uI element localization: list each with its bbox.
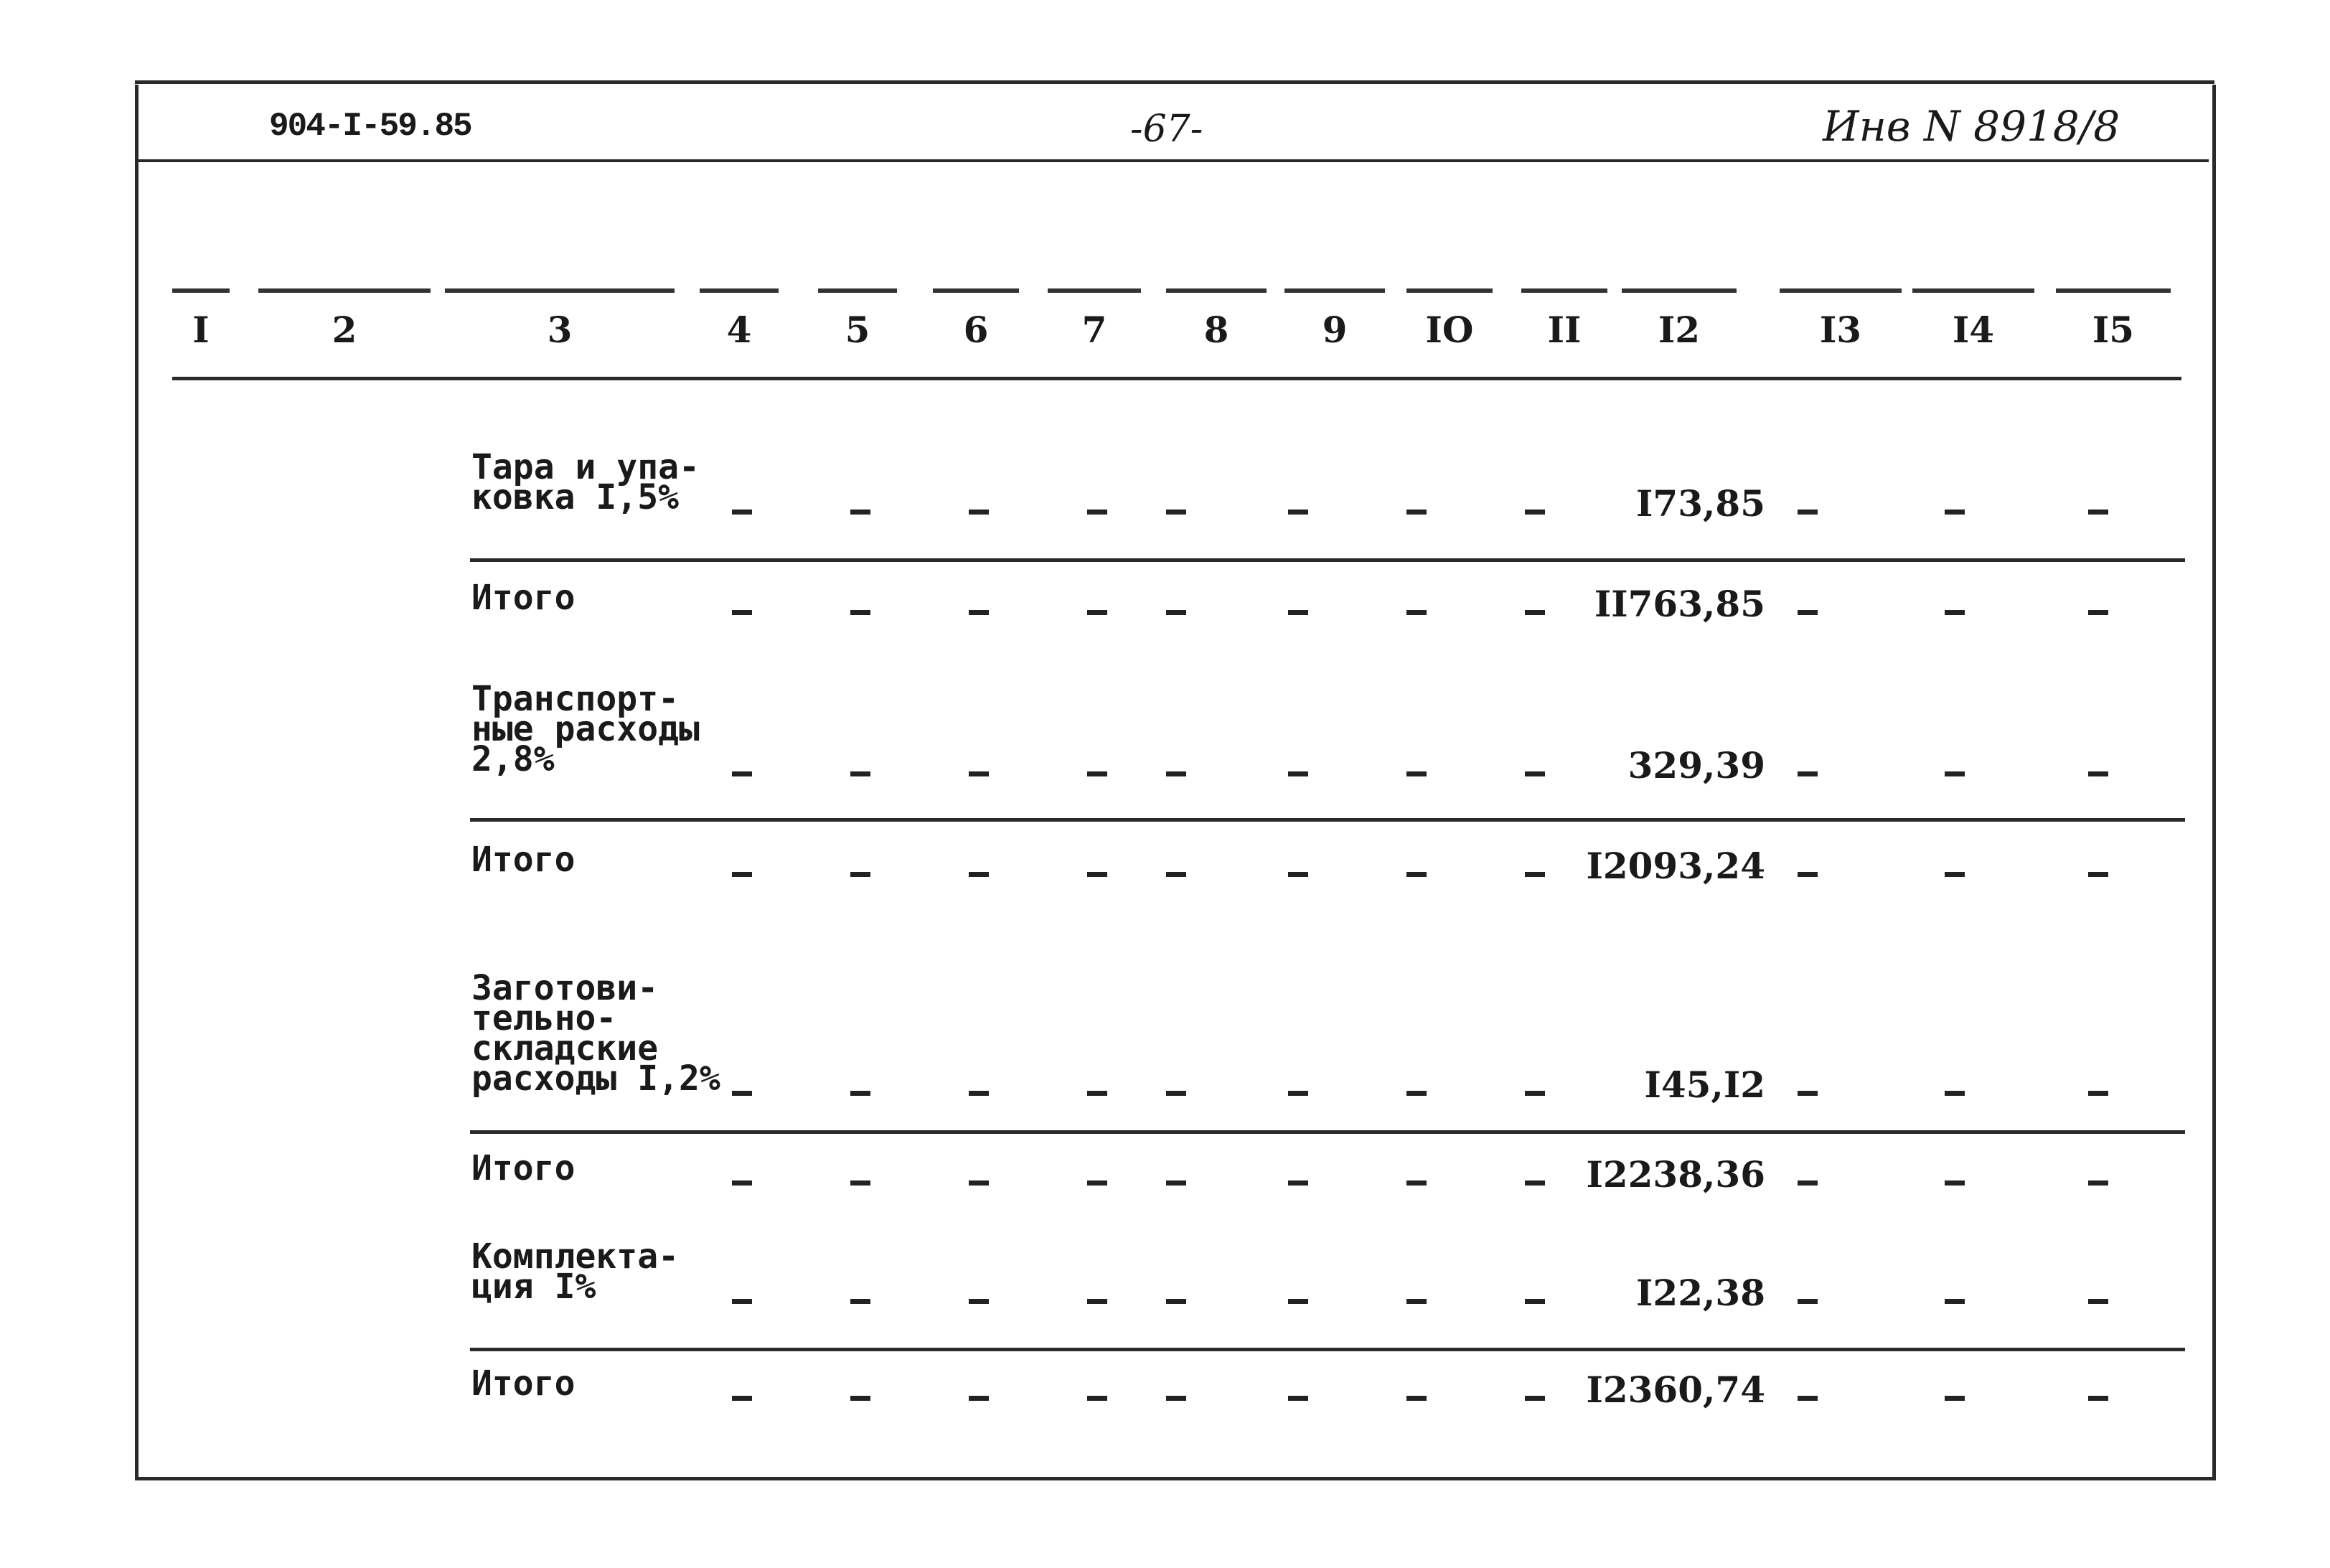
empty-cell-dash [2088,1299,2108,1304]
column-number: IO [1425,309,1474,351]
empty-cell-dash [1406,1091,1427,1096]
empty-cell-dash [732,1299,752,1304]
empty-cell-dash [1288,872,1308,877]
row-value: I45,I2 [1644,1064,1765,1106]
empty-cell-dash [1945,872,1965,877]
empty-cell-dash [1288,1299,1308,1304]
empty-cell-dash [1798,510,1818,515]
empty-cell-dash [1945,1299,1965,1304]
empty-cell-dash [1798,1091,1818,1096]
row-label: Заготови- тельно- складские расходы I,2% [471,968,720,1099]
empty-cell-dash [969,610,989,615]
column-number: 4 [726,309,752,351]
empty-cell-dash [1087,1396,1107,1401]
empty-cell-dash [1288,1180,1308,1186]
empty-cell-dash [1166,1180,1186,1186]
column-header-dash [1912,288,2034,293]
empty-cell-dash [1798,1396,1818,1401]
empty-cell-dash [1798,610,1818,615]
column-header-dash [1521,288,1607,293]
empty-cell-dash [732,510,752,515]
empty-cell-dash [1798,1180,1818,1186]
empty-cell-dash [1406,872,1427,877]
empty-cell-dash [732,771,752,776]
column-header-dash [700,288,779,293]
empty-cell-dash [850,510,870,515]
empty-cell-dash [2088,771,2108,776]
empty-cell-dash [1406,1396,1427,1401]
empty-cell-dash [1166,1299,1186,1304]
empty-cell-dash [1166,610,1186,615]
row-value: I2238,36 [1586,1153,1765,1196]
empty-cell-dash [1406,771,1427,776]
column-number: I4 [1952,309,1995,351]
column-number: 6 [963,309,989,351]
empty-cell-dash [850,1299,870,1304]
empty-cell-dash [1087,610,1107,615]
column-header-dash [1048,288,1141,293]
row-value: II763,85 [1594,583,1765,625]
empty-cell-dash [1087,872,1107,877]
row-value: I22,38 [1636,1272,1765,1314]
empty-cell-dash [1798,872,1818,877]
empty-cell-dash [1525,1180,1545,1186]
empty-cell-dash [1525,1299,1545,1304]
empty-cell-dash [969,1091,989,1096]
column-number: II [1547,309,1582,351]
empty-cell-dash [1406,1180,1427,1186]
column-header-rule [172,377,2181,380]
empty-cell-dash [732,1180,752,1186]
empty-cell-dash [850,1180,870,1186]
empty-cell-dash [850,610,870,615]
row-label: Итого [471,1363,576,1404]
empty-cell-dash [1288,510,1308,515]
empty-cell-dash [1525,510,1545,515]
empty-cell-dash [1087,771,1107,776]
empty-cell-dash [1288,1396,1308,1401]
empty-cell-dash [2088,510,2108,515]
column-number: I3 [1819,309,1862,351]
column-header-dash [933,288,1019,293]
row-separator-rule [470,1130,2185,1134]
empty-cell-dash [1166,771,1186,776]
empty-cell-dash [1945,1396,1965,1401]
empty-cell-dash [1525,771,1545,776]
column-header-dash [818,288,897,293]
frame-top-line [135,80,2214,84]
empty-cell-dash [1945,1091,1965,1096]
empty-cell-dash [1166,1396,1186,1401]
empty-cell-dash [969,1180,989,1186]
row-separator-rule [470,558,2185,562]
column-number: 5 [845,309,870,351]
empty-cell-dash [1525,610,1545,615]
empty-cell-dash [1288,610,1308,615]
row-label: Итого [471,840,576,880]
empty-cell-dash [732,872,752,877]
empty-cell-dash [1087,1180,1107,1186]
empty-cell-dash [969,771,989,776]
row-value: 329,39 [1627,744,1765,787]
row-value: I2360,74 [1586,1369,1765,1411]
header-separator [138,159,2209,162]
page-frame [135,85,2216,1480]
column-header-dash [1284,288,1385,293]
row-separator-rule [470,1348,2185,1351]
row-value: I73,85 [1636,482,1765,525]
column-header-dash [172,288,230,293]
empty-cell-dash [1406,1299,1427,1304]
column-number: 9 [1322,309,1348,351]
empty-cell-dash [2088,610,2108,615]
empty-cell-dash [2088,872,2108,877]
empty-cell-dash [1166,1091,1186,1096]
document-code: 904-I-59.85 [269,108,471,145]
empty-cell-dash [2088,1091,2108,1096]
column-header-dash [1780,288,1902,293]
page-number: -67- [1130,108,1203,151]
empty-cell-dash [969,1396,989,1401]
column-number: 8 [1203,309,1229,351]
empty-cell-dash [1087,1091,1107,1096]
column-header-dash [2056,288,2171,293]
empty-cell-dash [732,610,752,615]
empty-cell-dash [850,872,870,877]
row-label: Транспорт- ные расходы 2,8% [471,679,700,779]
empty-cell-dash [2088,1180,2108,1186]
empty-cell-dash [1406,610,1427,615]
column-header-dash [1406,288,1493,293]
column-header-dash [1166,288,1267,293]
empty-cell-dash [1798,771,1818,776]
column-header-dash [258,288,431,293]
row-value: I2093,24 [1586,845,1765,887]
column-number: 2 [332,309,357,351]
column-header-dash [445,288,675,293]
row-separator-rule [470,818,2185,822]
empty-cell-dash [1288,771,1308,776]
column-number: I [192,309,210,351]
empty-cell-dash [1166,510,1186,515]
empty-cell-dash [732,1396,752,1401]
empty-cell-dash [850,771,870,776]
empty-cell-dash [1087,1299,1107,1304]
empty-cell-dash [1945,1180,1965,1186]
empty-cell-dash [1945,610,1965,615]
empty-cell-dash [732,1091,752,1096]
column-header-dash [1622,288,1737,293]
row-label: Тара и упа- ковка I,5% [471,447,700,517]
inventory-number: Инв N 8918/8 [1823,102,2120,151]
empty-cell-dash [850,1091,870,1096]
empty-cell-dash [969,1299,989,1304]
empty-cell-dash [969,510,989,515]
empty-cell-dash [1525,1396,1545,1401]
column-number: I2 [1658,309,1701,351]
row-label: Итого [471,578,576,618]
empty-cell-dash [1087,510,1107,515]
empty-cell-dash [2088,1396,2108,1401]
column-number: 7 [1081,309,1107,351]
empty-cell-dash [1166,872,1186,877]
empty-cell-dash [1406,510,1427,515]
column-number: 3 [547,309,573,351]
empty-cell-dash [1798,1299,1818,1304]
empty-cell-dash [1288,1091,1308,1096]
row-label: Итого [471,1148,576,1188]
empty-cell-dash [850,1396,870,1401]
empty-cell-dash [969,872,989,877]
empty-cell-dash [1945,771,1965,776]
column-number: I5 [2092,309,2135,351]
empty-cell-dash [1945,510,1965,515]
empty-cell-dash [1525,1091,1545,1096]
row-label: Комплекта- ция I% [471,1236,679,1307]
empty-cell-dash [1525,872,1545,877]
